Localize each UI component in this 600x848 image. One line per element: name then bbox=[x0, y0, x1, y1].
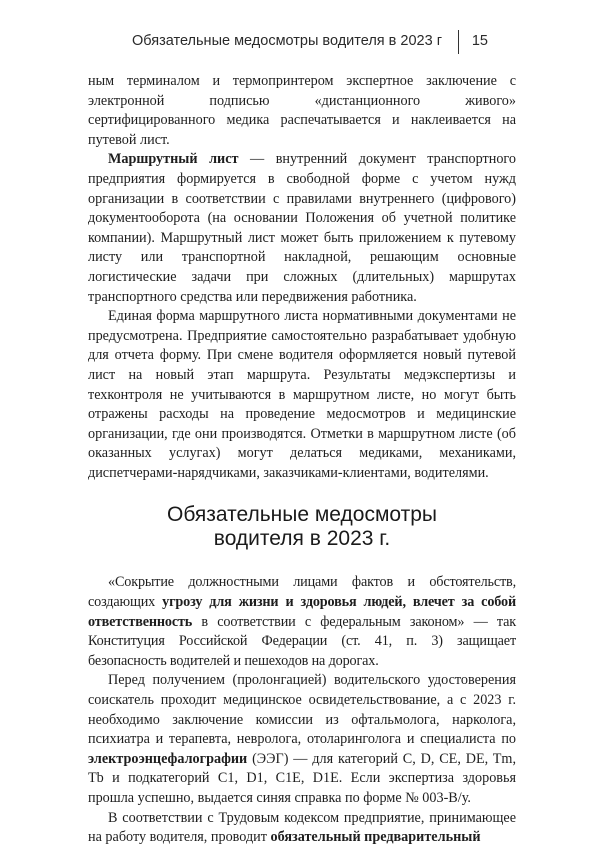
section-heading-line: Обязательные медосмотры bbox=[166, 503, 438, 527]
running-header bbox=[86, 30, 518, 56]
running-title: Обязательные медосмотры водителя в 2023 г bbox=[131, 33, 442, 49]
emphasis-text: электроэнцефалографии bbox=[88, 750, 248, 767]
term-route-sheet: Маршрутный лист bbox=[108, 151, 239, 168]
emphasis-text: угрозу для жизни и здоровья людей, влечет за собой ответственность bbox=[88, 594, 516, 630]
section-heading-line: водителя в 2023 г. bbox=[213, 527, 391, 551]
paragraph-labor-code bbox=[88, 809, 516, 848]
paragraph-text: в соответствии с федеральным законом» — так Конституция Российской Федерации (ст. 41, п. 3) защищает безопасность водителей и пешеходов на дорогах. bbox=[88, 613, 516, 669]
paragraph-text: (ЭЭГ) — для категорий С, D, CE, DE, Tm, Tb и подкатегорий C1, D1, C1E, D1E. Если экспертиза здоровья прошла успешно, выдается синяя справка по форме № 003-В/у. bbox=[88, 750, 516, 806]
paragraph-constitution-quote bbox=[88, 573, 516, 671]
header-divider bbox=[458, 30, 459, 54]
paragraph-continuation bbox=[88, 72, 516, 150]
paragraph-text: В соответствии с Трудовым кодексом предприятие, принимающее на работу водителя, проводит bbox=[88, 809, 516, 846]
paragraph-text: «Сокрытие должностными лицами фактов и обстоятельств, создающих bbox=[88, 574, 516, 611]
paragraph-route-sheet-definition bbox=[88, 150, 516, 307]
paragraph-medical-commission bbox=[88, 671, 516, 808]
section-heading bbox=[88, 503, 516, 551]
paragraph-route-sheet-form bbox=[88, 307, 516, 483]
paragraph-text: ным терминалом и термопринтером экспертное заключение с электронной подписью «дистанционного живого» сертифицированного медика распечатывается и наклеивается на путевой лист. bbox=[88, 73, 516, 148]
emphasis-text: обязательный предварительный bbox=[270, 829, 481, 846]
page-body bbox=[88, 72, 516, 848]
paragraph-text: Единая форма маршрутного листа нормативными документами не предусмотрена. Предприятие самостоятельно разрабатывает удобную для отчета форму. При смене водителя оформляется новый путевой лист на новый этап маршрута. Результаты медэкспертизы и техконтроля не учитываются в маршрутном листе, но могут быть отражены расходы на проведение медосмотров и медицинские организации, где они производятся. Отметки в маршрутном листе (об оказанных услугах) могут делаться медиками, механиками, диспетчерами-нарядчиками, заказчиками-клиентами, водителями. bbox=[88, 308, 516, 481]
page-number: 15 bbox=[471, 33, 488, 49]
paragraph-text: Перед получением (пролонгацией) водительского удостоверения соискатель проходит медицинское освидетельствование, а с 2023 г. необходимо заключение комиссии из офтальмолога, нарколога, психиатра и терапевта, невролога, отоларинголога и специалиста по bbox=[88, 672, 516, 748]
paragraph-text: — внутренний документ транспортного предприятия формируется в свободной форме с учетом нужд организации в соответствии с правилами внутреннего (цифрового) документооборота (на основании Положения об учетной политике компании). Маршрутный лист может быть приложением к путевому листу или транспортной накладной, решающим основные логистические задачи при сложных (длительных) маршрутах транспортного средства или передвижения работника. bbox=[88, 151, 516, 305]
